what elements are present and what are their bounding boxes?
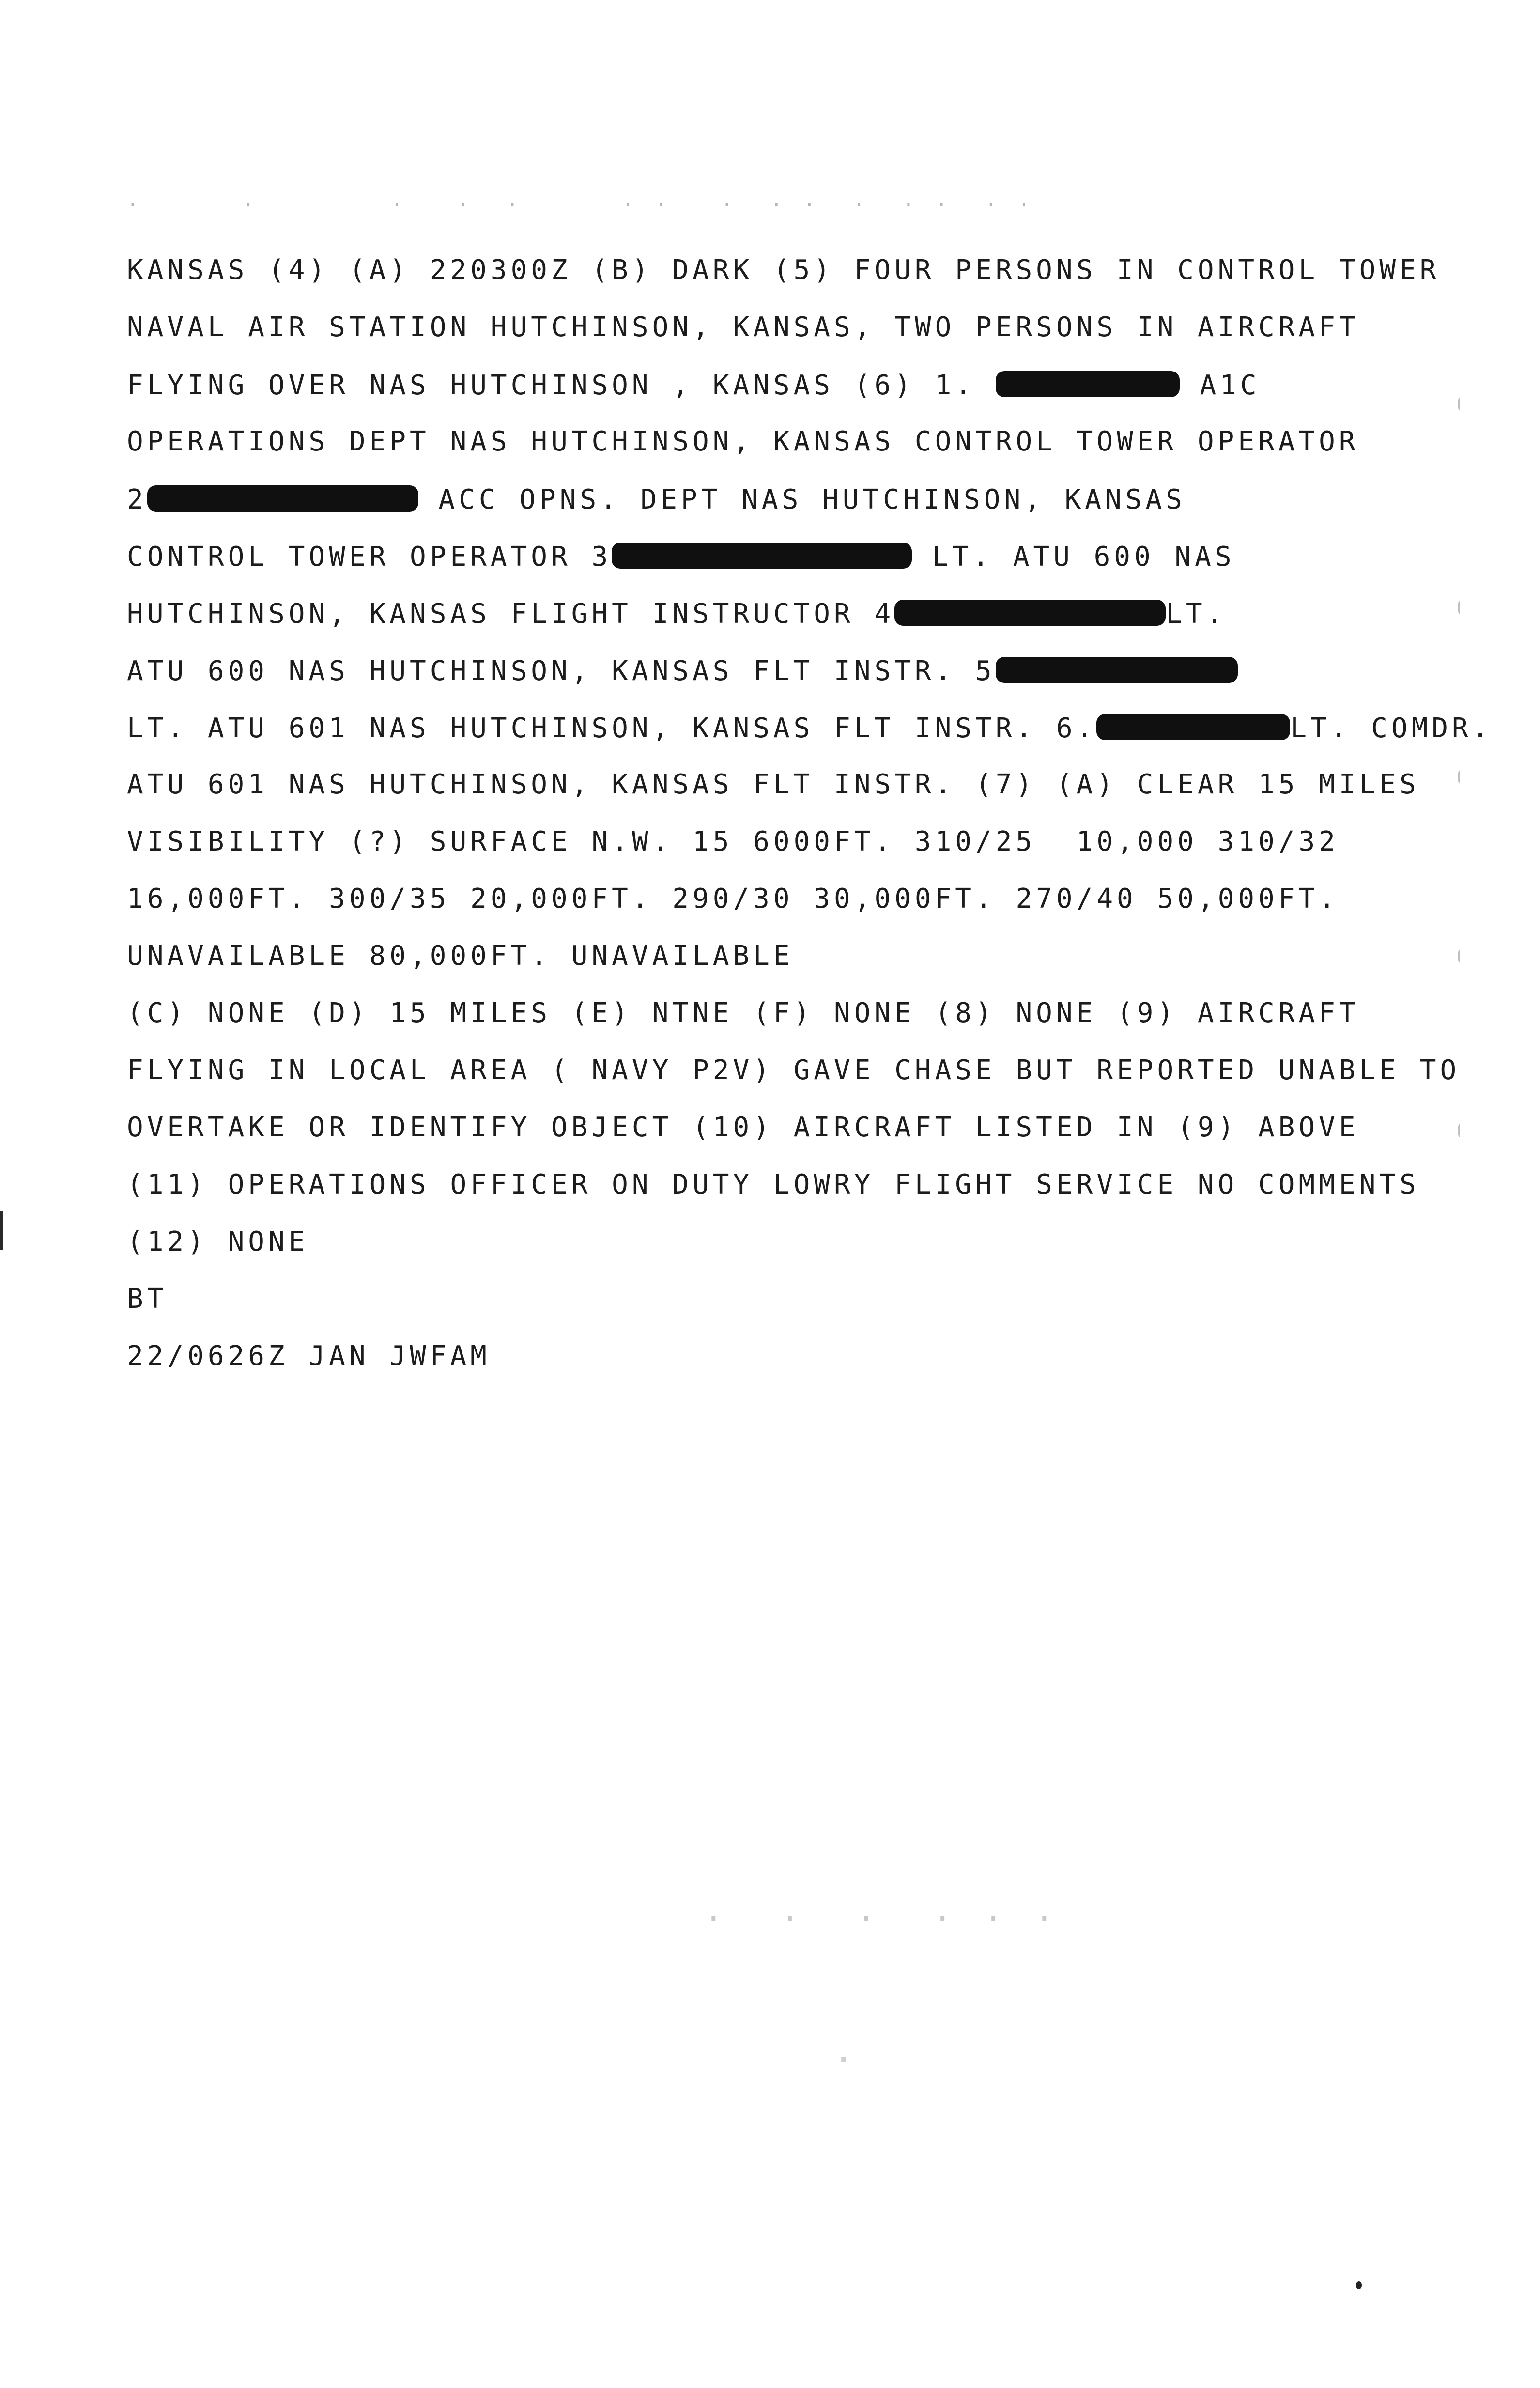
margin-tick <box>1458 949 1463 963</box>
faded-mark: . <box>833 2030 857 2070</box>
line-text: LT. COMDR. <box>1290 713 1493 744</box>
message-line <box>127 1054 1461 1086</box>
message-line <box>127 543 1235 571</box>
line-text: (11) OPERATIONS OFFICER ON DUTY LOWRY FLIGHT SERVICE NO COMMENTS <box>127 1169 1420 1200</box>
message-line <box>127 657 1238 685</box>
line-text: 22/0626Z JAN JWFAM <box>127 1340 491 1372</box>
line-text: UNAVAILABLE 80,000FT. UNAVAILABLE <box>127 940 794 972</box>
line-text: FLYING IN LOCAL AREA ( NAVY P2V) GAVE CHASE BUT REPORTED UNABLE TO <box>127 1054 1461 1086</box>
line-text: FLYING OVER NAS HUTCHINSON , KANSAS (6) 1. <box>127 370 996 401</box>
message-line <box>127 1283 168 1315</box>
message-line <box>127 600 1226 628</box>
line-text: LT. ATU 601 NAS HUTCHINSON, KANSAS FLT INSTR. 6. <box>127 713 1097 744</box>
message-line <box>127 485 1186 513</box>
redaction-bar <box>894 600 1166 626</box>
message-line <box>127 828 1339 855</box>
margin-tick <box>1458 1124 1463 1137</box>
line-text: CONTROL TOWER OPERATOR 3 <box>127 541 612 573</box>
redaction-bar <box>996 371 1180 397</box>
margin-tick <box>1458 397 1463 411</box>
message-line <box>127 885 1339 913</box>
redaction-bar <box>612 543 912 569</box>
line-text: VISIBILITY (?) SURFACE N.W. 15 6000FT. 310/25 10,000 310/32 <box>127 826 1339 857</box>
line-text: (12) NONE <box>127 1226 309 1257</box>
line-text: ATU 601 NAS HUTCHINSON, KANSAS FLT INSTR. (7) (A) CLEAR 15 MILES <box>127 769 1420 800</box>
line-text: LT. <box>1166 598 1227 630</box>
line-text: OVERTAKE OR IDENTIFY OBJECT (10) AIRCRAFT LISTED IN (9) ABOVE <box>127 1112 1359 1143</box>
margin-tick <box>1458 770 1463 784</box>
message-line <box>127 1171 1420 1198</box>
line-text: A1C <box>1179 370 1261 401</box>
message-line <box>127 311 1359 343</box>
ink-dot <box>1356 2281 1362 2289</box>
line-text: 2 <box>127 484 147 515</box>
line-text: LT. ATU 600 NAS <box>912 541 1235 573</box>
message-line <box>127 371 1261 399</box>
line-text: 16,000FT. 300/35 20,000FT. 290/30 30,000FT. 270/40 50,000FT. <box>127 883 1339 915</box>
message-line <box>127 771 1420 798</box>
scan-edge-mark <box>0 1211 3 1250</box>
faded-reversed-stamp: . . . . . . <box>697 1908 1054 1944</box>
margin-tick <box>1458 601 1463 614</box>
message-line <box>127 940 794 972</box>
line-text: KANSAS (4) (A) 220300Z (B) DARK (5) FOUR PERSONS IN CONTROL TOWER <box>127 254 1440 286</box>
line-text: OPERATIONS DEPT NAS HUTCHINSON, KANSAS CONTROL TOWER OPERATOR <box>127 426 1359 457</box>
message-line <box>127 428 1359 455</box>
redaction-bar <box>147 485 418 512</box>
line-text: NAVAL AIR STATION HUTCHINSON, KANSAS, TWO PERSONS IN AIRCRAFT <box>127 311 1359 343</box>
line-text: HUTCHINSON, KANSAS FLIGHT INSTRUCTOR 4 <box>127 598 895 630</box>
redaction-bar <box>1096 714 1290 740</box>
message-line <box>127 997 1359 1029</box>
message-line <box>127 254 1440 286</box>
message-line <box>127 1228 308 1256</box>
message-line <box>127 1340 491 1372</box>
redaction-bar <box>996 657 1238 683</box>
line-text: (C) NONE (D) 15 MILES (E) NTNE (F) NONE (8) NONE (9) AIRCRAFT <box>127 997 1359 1029</box>
message-line <box>127 714 1492 742</box>
line-text: BT <box>127 1283 168 1315</box>
line-text: ACC OPNS. DEPT NAS HUTCHINSON, KANSAS <box>418 484 1186 515</box>
message-line <box>127 1114 1359 1141</box>
line-text: ATU 600 NAS HUTCHINSON, KANSAS FLT INSTR. 5 <box>127 655 996 687</box>
faded-header-remnant: . . . . . . . . . . . . . . . <box>127 189 1035 211</box>
